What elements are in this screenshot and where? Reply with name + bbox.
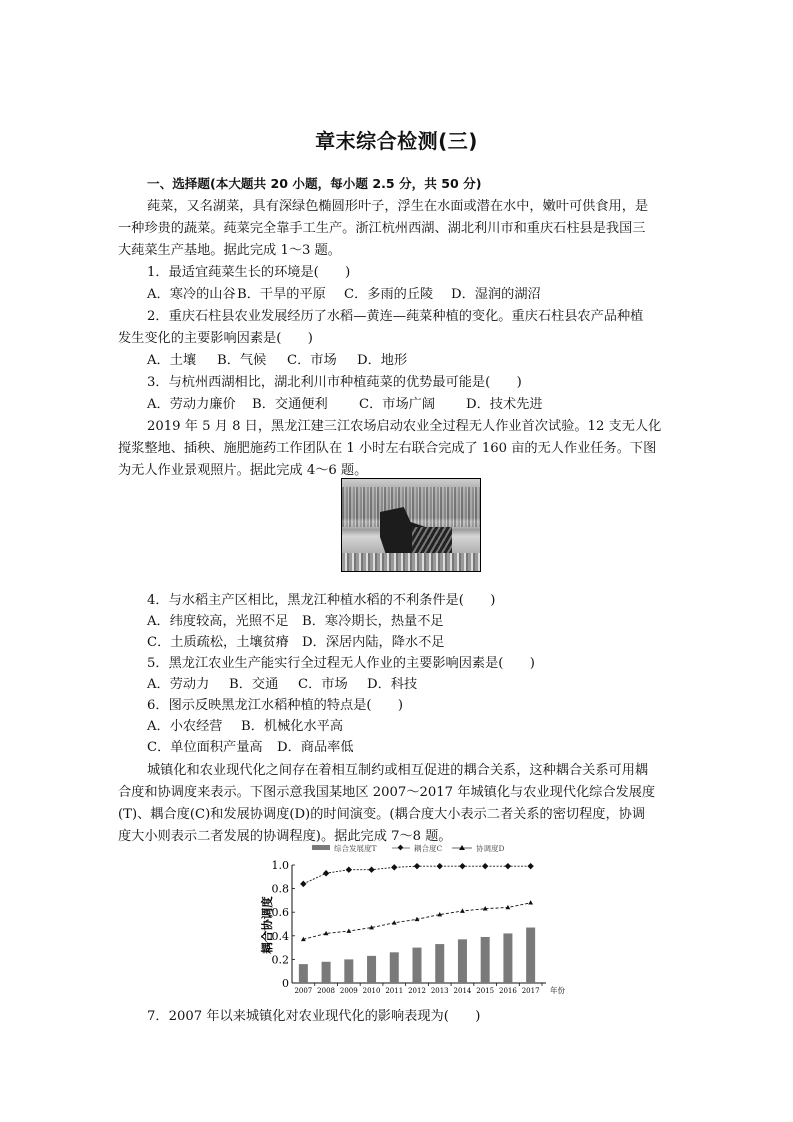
question-2-options xyxy=(147,353,407,369)
y-tick-label: 0.2 xyxy=(271,953,289,967)
point-d xyxy=(460,908,465,912)
option-a: A．纬度较高，光照不足 xyxy=(147,614,289,629)
passage3-line: 合度和协调度来表示。下图示意我国某地区 2007～2017 年城镇化与农业现代化综合发展度 xyxy=(118,785,656,800)
option-c: C．单位面积产量高 xyxy=(147,740,263,755)
coupling-coordination-chart xyxy=(250,840,590,1000)
point-d xyxy=(346,928,351,932)
passage3-line: 度大小则表示二者发展的协调程度)。据此完成 7～8 题。 xyxy=(118,829,452,844)
question-1-stem: 1．最适宜莼菜生长的环境是( ) xyxy=(147,265,351,280)
option-d: D．湿润的湖沼 xyxy=(451,287,541,302)
question-5-stem: 5．黑龙江农业生产能实行全过程无人作业的主要影响因素是( ) xyxy=(147,656,535,671)
x-tick-label: 2010 xyxy=(362,987,381,995)
point-c xyxy=(527,863,533,869)
passage1-line: 一种珍贵的蔬菜。莼菜完全靠手工生产。浙江杭州西湖、湖北利川市和重庆石柱县是我国三 xyxy=(118,221,646,236)
point-c xyxy=(323,870,329,876)
question-6-stem: 6．图示反映黑龙江水稻种植的特点是( ) xyxy=(147,698,404,713)
point-d xyxy=(506,905,511,909)
passage2-line: 为无人作业景观照片。据此完成 4～6 题。 xyxy=(118,463,368,478)
question-3-options xyxy=(147,397,543,413)
legend-label-c: 耦合度C xyxy=(414,844,443,853)
bar-t xyxy=(413,948,422,983)
question-4-options xyxy=(147,614,444,630)
passage2-line: 2019 年 5 月 8 日，黑龙江建三江农场启动农业全过程无人作业首次试验。12 支无人化 xyxy=(147,419,662,434)
option-d: D．深居内陆，降水不足 xyxy=(302,635,445,650)
option-d: D．科技 xyxy=(367,677,418,692)
option-c: C．土质疏松，土壤贫瘠 xyxy=(147,635,289,650)
option-b: B．寒冷期长，热量不足 xyxy=(302,614,444,629)
x-tick-label: 2017 xyxy=(521,987,540,995)
passage2-line: 搅浆整地、插秧、施肥施药工作团队在 1 小时左右联合完成了 160 亩的无人作业任务。下图 xyxy=(118,441,657,456)
option-c: C．市场广阔 xyxy=(359,397,436,412)
question-3-stem: 3．与杭州西湖相比，湖北利川市种植莼菜的优势最可能是( ) xyxy=(147,375,522,390)
x-tick-label: 2012 xyxy=(408,987,426,995)
bar-t xyxy=(481,937,490,983)
x-tick-label: 2011 xyxy=(385,987,404,995)
chart-legend xyxy=(312,843,505,853)
y-tick-label: 0.6 xyxy=(271,906,289,920)
option-b: B．气候 xyxy=(217,353,267,368)
option-d: D．技术先进 xyxy=(466,397,543,412)
option-d: D．地形 xyxy=(357,353,408,368)
bar-t xyxy=(458,939,467,983)
y-tick-label: 0.4 xyxy=(271,929,289,943)
question-2-stem: 2．重庆石柱县农业发展经历了水稻—黄连—莼菜种植的变化。重庆石柱县农产品种植 xyxy=(147,309,644,324)
question-7-stem: 7．2007 年以来城镇化对农业现代化的影响表现为( ) xyxy=(147,1009,481,1024)
x-tick-label: 2008 xyxy=(317,987,336,995)
option-b: B．机械化水平高 xyxy=(241,719,344,734)
bar-t xyxy=(435,944,444,983)
bar-t xyxy=(344,959,353,983)
option-a: A．劳动力廉价 xyxy=(147,397,236,412)
unmanned-farming-photo xyxy=(341,478,481,572)
point-c xyxy=(437,863,443,869)
option-d: D．商品率低 xyxy=(277,740,354,755)
legend-marker-c xyxy=(398,845,404,851)
legend-label-t: 综合发展度T xyxy=(334,844,377,853)
question-6-options xyxy=(147,719,343,735)
question-4-stem: 4．与水稻主产区相比，黑龙江种植水稻的不利条件是( ) xyxy=(147,593,496,608)
y-tick-label: 0 xyxy=(282,977,289,990)
passage1-line: 莼菜，又名湖菜，具有深绿色椭圆形叶子，浮生在水面或潜在水中，嫩叶可供食用，是 xyxy=(147,199,649,214)
legend-swatch-t xyxy=(312,845,330,850)
point-c xyxy=(414,863,420,869)
y-tick-label: 0.8 xyxy=(271,882,289,896)
bar-t xyxy=(299,964,308,983)
y-tick-label: 1.0 xyxy=(271,859,289,872)
page-title: 章末综合检测(三) xyxy=(315,129,478,153)
bar-t xyxy=(526,928,535,983)
point-c xyxy=(346,867,352,873)
x-tick-label: 2015 xyxy=(476,987,495,995)
passage3-line: (T)、耦合度(C)和发展协调度(D)的时间演变。(耦合度大小表示二者关系的密切程度，协调 xyxy=(118,807,646,822)
point-d xyxy=(528,900,533,904)
option-a: A．小农经营 xyxy=(147,719,223,734)
option-b: B．交通 xyxy=(229,677,279,692)
option-c: C．市场 xyxy=(287,353,337,368)
question-5-options xyxy=(147,677,417,693)
bar-t xyxy=(367,956,376,983)
option-c: C．多雨的丘陵 xyxy=(344,287,434,302)
bar-t xyxy=(390,952,399,983)
question-4-options xyxy=(147,635,444,651)
question-1-options xyxy=(147,287,541,303)
option-a: A．寒冷的山谷 xyxy=(147,287,236,302)
y-axis-label: 耦合协调度 xyxy=(260,896,274,954)
bar-t xyxy=(503,933,512,983)
legend-marker-d xyxy=(459,845,465,850)
section-heading: 一、选择题(本大题共 20 小题，每小题 2.5 分，共 50 分) xyxy=(147,176,482,191)
point-c xyxy=(482,863,488,869)
passage3-line: 城镇化和农业现代化之间存在着相互制约或相互促进的耦合关系，这种耦合关系可用耦 xyxy=(147,763,649,778)
option-b: B．交通便利 xyxy=(252,397,328,412)
question-6-options xyxy=(147,740,354,756)
point-c xyxy=(368,867,374,873)
passage1-line: 大莼菜生产基地。据此完成 1～3 题。 xyxy=(118,243,341,258)
x-tick-label: 2014 xyxy=(453,987,472,995)
point-c xyxy=(459,863,465,869)
point-c xyxy=(505,863,511,869)
point-c xyxy=(300,881,306,887)
x-tick-label: 2007 xyxy=(294,987,313,995)
option-b: B．干旱的平原 xyxy=(237,287,326,302)
x-axis-label: 年份 xyxy=(550,986,565,995)
point-c xyxy=(391,864,397,870)
x-tick-label: 2009 xyxy=(339,987,358,995)
question-2-stem: 发生变化的主要影响因素是( ) xyxy=(118,331,313,346)
point-d xyxy=(392,920,397,924)
x-tick-label: 2016 xyxy=(498,987,517,995)
bar-t xyxy=(322,962,331,983)
x-tick-label: 2013 xyxy=(430,987,449,995)
option-c: C．市场 xyxy=(298,677,348,692)
legend-label-d: 协调度D xyxy=(476,844,505,853)
option-a: A．土壤 xyxy=(147,353,197,368)
option-a: A．劳动力 xyxy=(147,677,210,692)
